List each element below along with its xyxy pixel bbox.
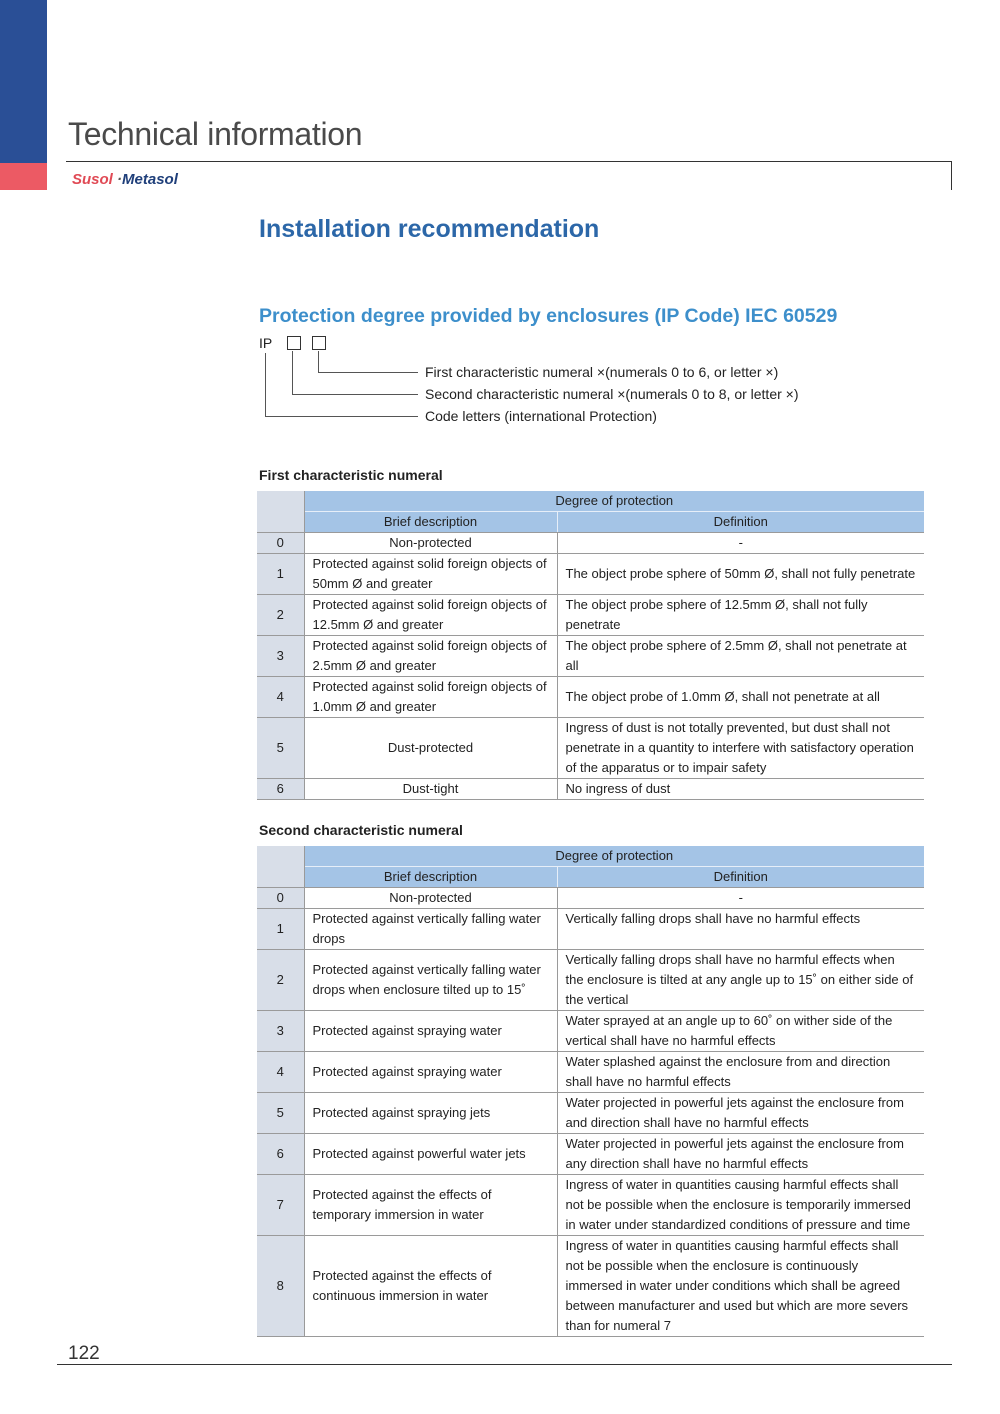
header-blank-cell (257, 491, 304, 533)
numeral-cell: 1 (257, 909, 304, 950)
table-row (257, 1175, 924, 1236)
description-cell: Protected against solid foreign objects of 2.5mm Ø and greater (304, 636, 557, 677)
description-cell: Protected against the effects of continuous immersion in water (304, 1236, 557, 1337)
numeral-cell: 2 (257, 595, 304, 636)
connector-line (318, 351, 319, 372)
second-numeral-table (257, 846, 924, 1337)
description-cell: Protected against spraying water (304, 1011, 557, 1052)
definition-cell: Water sprayed at an angle up to 60˚ on wither side of the vertical shall have no harmful effects (557, 1011, 924, 1052)
header-degree-of-protection: Degree of protection (304, 491, 924, 512)
header-blank-cell (257, 846, 304, 888)
definition-cell: The object probe of 1.0mm Ø, shall not penetrate at all (557, 677, 924, 718)
numeral-cell: 5 (257, 718, 304, 779)
numeral-cell: 3 (257, 1011, 304, 1052)
header-brief-description: Brief description (304, 512, 557, 533)
table-row (257, 909, 924, 950)
definition-cell: Water projected in powerful jets against the enclosure from any direction shall have no harmful effects (557, 1134, 924, 1175)
page-number: 122 (68, 1343, 100, 1364)
table-row (257, 1052, 924, 1093)
description-cell: Dust-tight (304, 779, 557, 800)
connector-line (265, 416, 418, 417)
table-row (257, 1236, 924, 1337)
connector-line (265, 353, 266, 417)
description-cell: Non-protected (304, 888, 557, 909)
numeral-cell: 3 (257, 636, 304, 677)
table-row (257, 950, 924, 1011)
description-cell: Protected against spraying jets (304, 1093, 557, 1134)
header-accent-red (0, 163, 47, 190)
table-row (257, 1093, 924, 1134)
definition-cell: - (557, 533, 924, 554)
numeral-cell: 2 (257, 950, 304, 1011)
definition-cell: No ingress of dust (557, 779, 924, 800)
numeral-cell: 8 (257, 1236, 304, 1337)
numeral-cell: 1 (257, 554, 304, 595)
page-title: Technical information (68, 116, 363, 152)
description-cell: Protected against powerful water jets (304, 1134, 557, 1175)
table-row (257, 1011, 924, 1052)
header-rule-tick (951, 161, 952, 190)
definition-cell: Water splashed against the enclosure from and direction shall have no harmful effects (557, 1052, 924, 1093)
header-brief-description: Brief description (304, 867, 557, 888)
ip-box-1 (287, 336, 301, 350)
numeral-cell: 0 (257, 888, 304, 909)
table-row (257, 718, 924, 779)
description-cell: Protected against vertically falling water drops (304, 909, 557, 950)
description-cell: Protected against solid foreign objects of 50mm Ø and greater (304, 554, 557, 595)
table1-title: First characteristic numeral (259, 467, 443, 483)
numeral-cell: 4 (257, 677, 304, 718)
ip-box-2 (312, 336, 326, 350)
table-row (257, 1134, 924, 1175)
connector-line (318, 372, 418, 373)
table-row (257, 779, 924, 800)
description-cell: Dust-protected (304, 718, 557, 779)
table2-title: Second characteristic numeral (259, 822, 463, 838)
brand-logo: Susol ·Metasol (72, 171, 178, 188)
numeral-cell: 4 (257, 1052, 304, 1093)
header-degree-of-protection: Degree of protection (304, 846, 924, 867)
table-row (257, 533, 924, 554)
description-cell: Protected against spraying water (304, 1052, 557, 1093)
definition-cell: Vertically falling drops shall have no harmful effects when the enclosure is tilted at any angle up to 15˚ on either side of the vertical (557, 950, 924, 1011)
definition-cell: The object probe sphere of 50mm Ø, shall not fully penetrate (557, 554, 924, 595)
description-cell: Protected against solid foreign objects of 1.0mm Ø and greater (304, 677, 557, 718)
numeral-cell: 6 (257, 1134, 304, 1175)
description-cell: Protected against solid foreign objects of 12.5mm Ø and greater (304, 595, 557, 636)
numeral-cell: 6 (257, 779, 304, 800)
table-row (257, 595, 924, 636)
footer-rule (57, 1364, 952, 1365)
first-numeral-table (257, 491, 924, 800)
description-cell: Protected against the effects of temporary immersion in water (304, 1175, 557, 1236)
table-row (257, 636, 924, 677)
definition-cell: The object probe sphere of 12.5mm Ø, shall not fully penetrate (557, 595, 924, 636)
definition-cell: Vertically falling drops shall have no harmful effects (557, 909, 924, 950)
header-rule (66, 161, 952, 162)
table-row (257, 554, 924, 595)
numeral-cell: 5 (257, 1093, 304, 1134)
header-definition: Definition (557, 512, 924, 533)
definition-cell: Water projected in powerful jets against the enclosure from and direction shall have no harmful effects (557, 1093, 924, 1134)
ip-line-first: First characteristic numeral ×(numerals 0 to 6, or letter ×) (425, 364, 779, 380)
ip-line-code: Code letters (international Protection) (425, 408, 657, 424)
definition-cell: The object probe sphere of 2.5mm Ø, shall not penetrate at all (557, 636, 924, 677)
numeral-cell: 7 (257, 1175, 304, 1236)
table-row (257, 677, 924, 718)
table-row (257, 888, 924, 909)
header-definition: Definition (557, 867, 924, 888)
definition-cell: Ingress of dust is not totally prevented, but dust shall not penetrate in a quantity to interfere with satisfactory operation of the apparatus or to impair safety (557, 718, 924, 779)
ip-line-second: Second characteristic numeral ×(numerals 0 to 8, or letter ×) (425, 386, 799, 402)
ip-prefix: IP (259, 335, 273, 351)
description-cell: Protected against vertically falling water drops when enclosure tilted up to 15˚ (304, 950, 557, 1011)
connector-line (292, 351, 293, 395)
subsection-title: Protection degree provided by enclosures (IP Code) IEC 60529 (259, 305, 838, 327)
numeral-cell: 0 (257, 533, 304, 554)
definition-cell: Ingress of water in quantities causing harmful effects shall not be possible when the enclosure is continuously immersed in water under conditions which shall be agreed between manufacturer and used but which are more severs than for numeral 7 (557, 1236, 924, 1337)
definition-cell: - (557, 888, 924, 909)
header-accent-blue (0, 0, 47, 163)
section-title: Installation recommendation (259, 215, 600, 243)
definition-cell: Ingress of water in quantities causing harmful effects shall not be possible when the enclosure is temporarily immersed in water under standardized conditions of pressure and time (557, 1175, 924, 1236)
description-cell: Non-protected (304, 533, 557, 554)
connector-line (292, 394, 418, 395)
